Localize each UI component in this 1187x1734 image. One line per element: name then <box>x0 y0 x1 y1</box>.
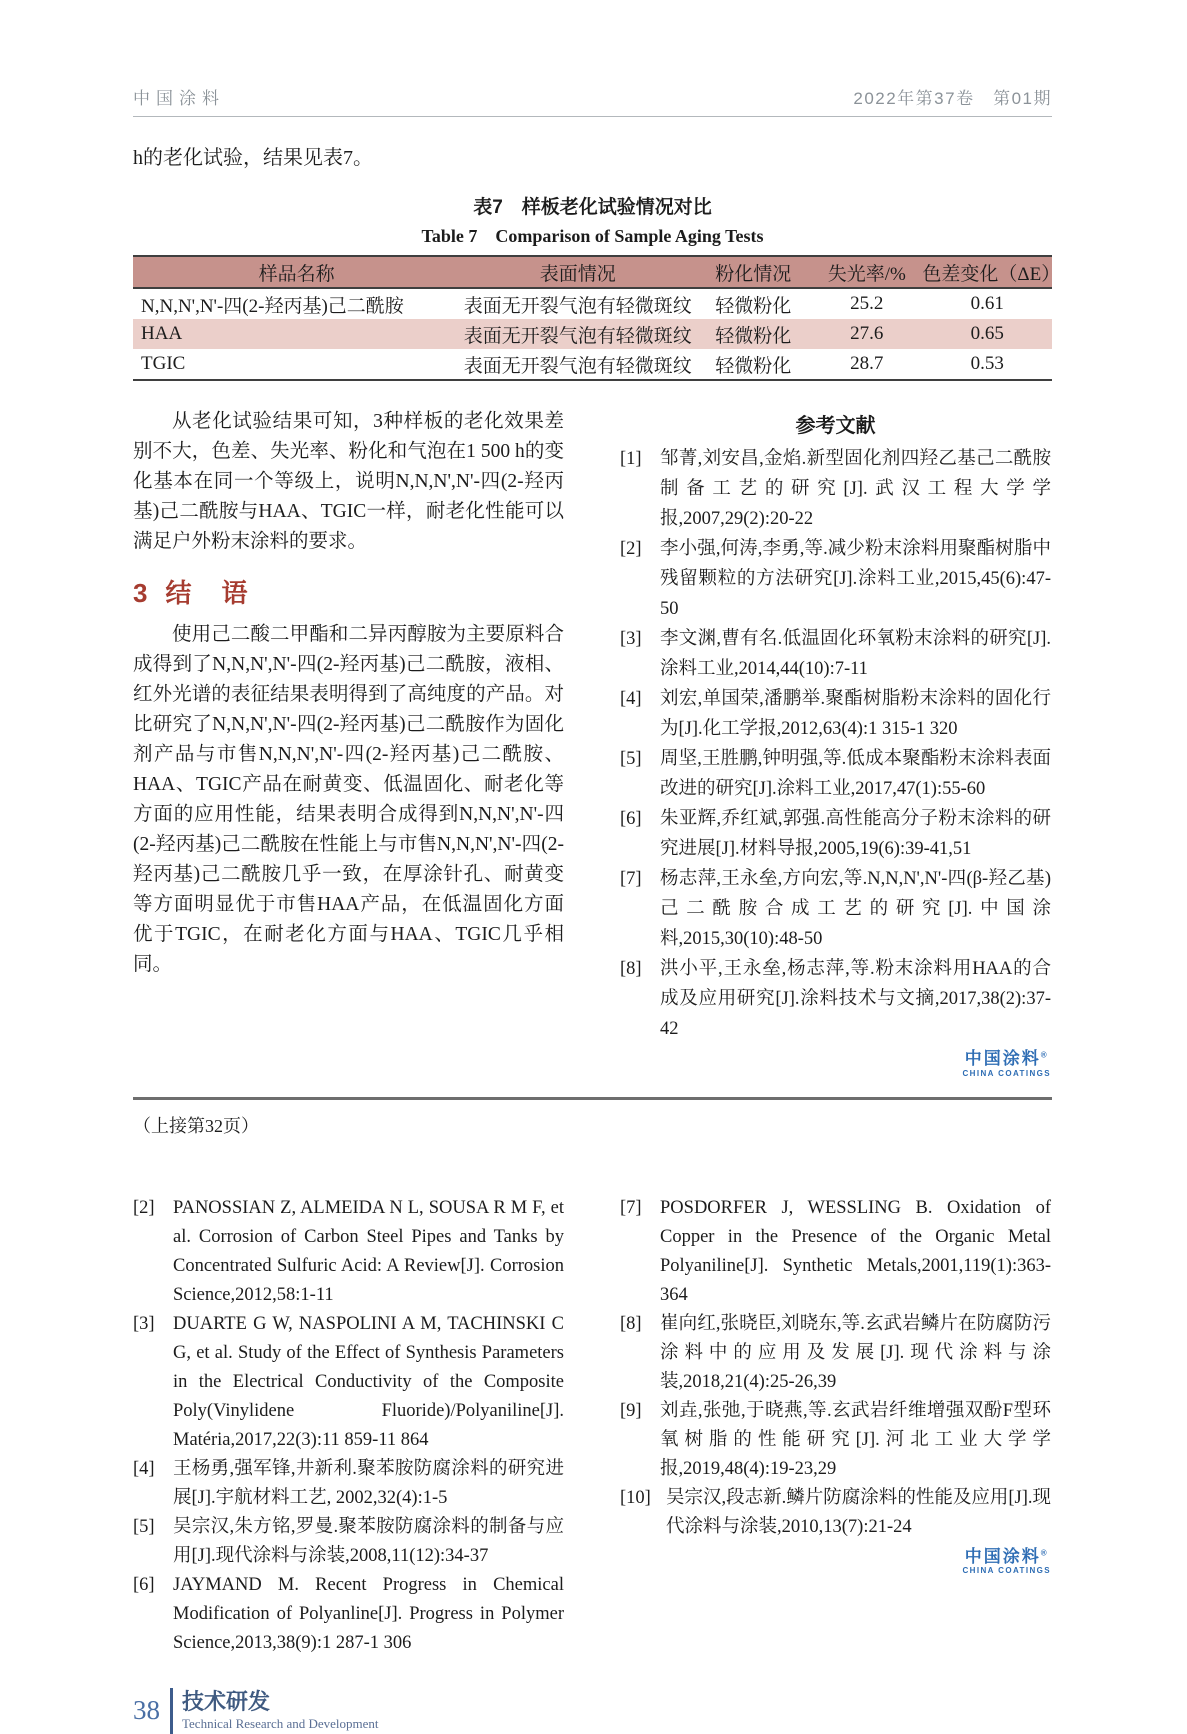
reference-label: [3] <box>133 1313 155 1334</box>
reference-text: 刘垚,张弛,于晓燕,等.玄武岩纤维增强双酚F型环氧树脂的性能研究[J].河北工业大学学报,2019,48(4):19-23,29 <box>660 1400 1051 1479</box>
reference-text: 王杨勇,强军锋,井新利.聚苯胺防腐涂料的研究进展[J].宇航材料工艺, 2002,32(4):1-5 <box>173 1458 564 1508</box>
reference-item <box>620 1194 1051 1310</box>
reference-text: 吴宗汉,段志新.鳞片防腐涂料的性能及应用[J].现代涂料与涂装,2010,13(7):21-24 <box>666 1487 1051 1537</box>
reference-text: 杨志萍,王永垒,方向宏,等.N,N,N',N'-四(β-羟乙基)己二酰胺合成工艺的研究[J].中国涂料,2015,30(10):48-50 <box>660 869 1051 949</box>
reference-item <box>620 624 1051 684</box>
reference-label: [2] <box>620 539 642 559</box>
reference-item <box>620 534 1051 624</box>
column-header-sample: 样品名称 <box>258 263 335 285</box>
reference-text: DUARTE G W, NASPOLINI A M, TACHINSKI C G, et al. Study of the Effect of Synthesis Parameters in the Electrical Conductivity of the Composite Poly(Vinylidene Fluoride)/Polyaniline[J]. Matéria,2017,22(3):11 859-11 864 <box>173 1313 564 1450</box>
column-header-chalking: 粉化情况 <box>715 263 792 285</box>
reference-item <box>620 684 1051 744</box>
table-row <box>133 288 1052 319</box>
cell-gloss-loss: 28.7 <box>850 353 884 374</box>
reference-label: [6] <box>133 1574 155 1595</box>
reference-item <box>133 1310 564 1455</box>
logo-text-en: CHINA COATINGS <box>962 1068 1051 1078</box>
section-3-heading <box>133 573 564 610</box>
page-footer <box>133 1688 1052 1734</box>
section-number: 3 <box>133 578 148 608</box>
publisher-logo-row <box>620 1548 1051 1579</box>
page-number: 38 <box>133 1695 160 1726</box>
reference-item <box>133 1455 564 1513</box>
upper-two-column-block <box>133 407 1052 1081</box>
lower-left-column <box>133 1194 564 1658</box>
reference-item <box>620 804 1051 864</box>
upper-right-column <box>620 407 1051 1081</box>
reference-label: [10] <box>620 1487 651 1508</box>
footer-section-en: Technical Research and Development <box>182 1716 379 1732</box>
reference-text: 朱亚辉,乔红斌,郭强.高性能高分子粉末涂料的研究进展[J].材料导报,2005,19(6):39-41,51 <box>660 809 1051 859</box>
cell-sample-name: TGIC <box>141 353 186 374</box>
publisher-logo-row <box>620 1050 1051 1081</box>
china-coatings-logo <box>963 1050 1052 1078</box>
section-divider-rule <box>133 1097 1052 1100</box>
reference-label: [1] <box>620 449 642 469</box>
journal-name: 中国涂料 <box>133 89 225 108</box>
cell-chalking: 轻微粉化 <box>715 295 792 317</box>
lower-right-column <box>620 1194 1051 1658</box>
reference-label: [4] <box>620 689 642 709</box>
table-row <box>133 319 1052 349</box>
reference-text: 洪小平,王永垒,杨志萍,等.粉末涂料用HAA的合成及应用研究[J].涂料技术与文摘,2017,38(2):37-42 <box>660 959 1051 1039</box>
cell-chalking: 轻微粉化 <box>715 355 792 377</box>
reference-text: JAYMAND M. Recent Progress in Chemical Modification of Polyanline[J]. Progress in Polymer Science,2013,38(9):1 287-1 306 <box>173 1574 564 1653</box>
footer-section-block <box>182 1689 379 1732</box>
registered-mark: ® <box>1040 1050 1049 1060</box>
footer-section-zh: 技术研发 <box>182 1689 271 1715</box>
reference-label: [7] <box>620 869 642 889</box>
cell-color-diff: 0.53 <box>970 353 1004 374</box>
table-caption-en: Table 7 Comparison of Sample Aging Tests <box>421 226 764 246</box>
reference-text: POSDORFER J, WESSLING B. Oxidation of Copper in the Presence of the Organic Metal Polyaniline[J]. Synthetic Metals,2001,119(1):363-364 <box>660 1197 1051 1305</box>
running-head <box>133 84 1052 117</box>
registered-mark: ® <box>1040 1548 1049 1558</box>
reference-item <box>133 1513 564 1571</box>
reference-text: 邹菁,刘安昌,金焰.新型固化剂四羟乙基己二酰胺制备工艺的研究[J].武汉工程大学学报,2007,29(2):20-22 <box>660 449 1051 529</box>
lower-two-column-block <box>133 1194 1052 1658</box>
reference-label: [6] <box>620 809 642 829</box>
section-title: 结 语 <box>165 578 250 608</box>
reference-text: PANOSSIAN Z, ALMEIDA N L, SOUSA R M F, et al. Corrosion of Carbon Steel Pipes and Tanks by Concentrated Sulfuric Acid: A Review[J]. Corrosion Science,2012,58:1-11 <box>173 1197 564 1305</box>
cell-color-diff: 0.65 <box>970 323 1004 344</box>
logo-text-zh: 中国涂料® <box>964 1049 1049 1068</box>
table-header-row <box>133 256 1052 288</box>
reference-text: 周坚,王胜鹏,钟明强,等.低成本聚酯粉末涂料表面改进的研究[J].涂料工业,2017,47(1):55-60 <box>660 749 1051 799</box>
column-header-gloss-loss: 失光率/% <box>827 263 906 285</box>
reference-label: [5] <box>620 749 642 769</box>
cell-surface: 表面无开裂气泡有轻微斑纹 <box>463 325 692 347</box>
logo-text-en: CHINA COATINGS <box>962 1566 1051 1576</box>
reference-label: [3] <box>620 629 642 649</box>
cell-sample-name: N,N,N',N'-四(2-羟丙基)己二酰胺 <box>141 295 404 317</box>
logo-text-zh: 中国涂料® <box>964 1546 1049 1566</box>
reference-item <box>620 1397 1051 1484</box>
cell-sample-name: HAA <box>141 323 183 344</box>
reference-text: 李小强,何涛,李勇,等.减少粉末涂料用聚酯树脂中残留颗粒的方法研究[J].涂料工业,2015,45(6):47-50 <box>660 539 1051 619</box>
reference-label: [7] <box>620 1197 642 1218</box>
reference-text: 李文渊,曹有名.低温固化环氧粉末涂料的研究[J].涂料工业,2014,44(10):7-11 <box>660 629 1051 679</box>
cell-surface: 表面无开裂气泡有轻微斑纹 <box>463 295 692 317</box>
upper-left-column <box>133 407 564 1081</box>
issue-info: 2022年第37卷 第01期 <box>853 89 1052 108</box>
reference-label: [2] <box>133 1197 155 1218</box>
cell-gloss-loss: 27.6 <box>850 323 884 344</box>
aging-test-table <box>133 255 1061 381</box>
table-row <box>133 349 1052 380</box>
reference-item <box>620 864 1051 954</box>
reference-item <box>620 444 1051 534</box>
cell-color-diff: 0.61 <box>970 293 1004 314</box>
column-header-surface: 表面情况 <box>539 263 616 285</box>
aging-result-paragraph: 从老化试验结果可知，3种样板的老化效果差别不大，色差、失光率、粉化和气泡在1 500 h的变化基本在同一个等级上，说明N,N,N',N'-四(2-羟丙基)己二酰胺与HAA、TGIC一样，耐老化性能可以满足户外粉末涂料的要求。 <box>133 411 564 552</box>
reference-item <box>133 1194 564 1310</box>
reference-text: 崔向红,张晓臣,刘晓东,等.玄武岩鳞片在防腐防污涂料中的应用及发展[J].现代涂料与涂装,2018,21(4):25-26,39 <box>660 1313 1051 1392</box>
references-heading: 参考文献 <box>795 415 876 437</box>
intro-sentence: h的老化试验，结果见表7。 <box>133 147 373 169</box>
reference-text: 刘宏,单国荣,潘鹏举.聚酯树脂粉末涂料的固化行为[J].化工学报,2012,63(4):1 315-1 320 <box>660 689 1051 739</box>
column-header-color-diff: 色差变化（ΔE） <box>922 263 1061 285</box>
reference-item <box>133 1571 564 1658</box>
reference-item <box>620 1310 1051 1397</box>
reference-label: [8] <box>620 1313 642 1334</box>
cell-surface: 表面无开裂气泡有轻微斑纹 <box>463 355 692 377</box>
reference-label: [9] <box>620 1400 642 1421</box>
reference-label: [5] <box>133 1516 155 1537</box>
china-coatings-logo <box>963 1548 1052 1576</box>
cell-gloss-loss: 25.2 <box>850 293 884 314</box>
reference-item <box>620 954 1051 1044</box>
conclusion-paragraph: 使用己二酸二甲酯和二异丙醇胺为主要原料合成得到了N,N,N',N'-四(2-羟丙基)己二酰胺，液相、红外光谱的表征结果表明得到了高纯度的产品。对比研究了N,N,N',N'-四(2-羟丙基)己二酰胺作为固化剂产品与市售N,N,N',N'-四(2-羟丙基)己二酰胺、HAA、TGIC产品在耐黄变、低温固化、耐老化等方面的应用性能，结果表明合成得到N,N,N',N'-四(2-羟丙基)己二酰胺在性能上与市售N,N,N',N'-四(2-羟丙基)己二酰胺几乎一致，在厚涂针孔、耐黄变等方面明显优于市售HAA产品，在低温固化方面优于TGIC，在耐老化方面与HAA、TGIC几乎相同。 <box>133 624 564 975</box>
reference-text: 吴宗汉,朱方铭,罗曼.聚苯胺防腐涂料的制备与应用[J].现代涂料与涂装,2008,11(12):34-37 <box>173 1516 564 1566</box>
reference-item <box>620 1484 1051 1542</box>
table-caption-zh: 表7 样板老化试验情况对比 <box>473 197 712 218</box>
continuation-note: （上接第32页） <box>133 1115 259 1136</box>
reference-item <box>620 744 1051 804</box>
reference-label: [4] <box>133 1458 155 1479</box>
footer-divider-bar <box>170 1688 173 1734</box>
cell-chalking: 轻微粉化 <box>715 325 792 347</box>
reference-label: [8] <box>620 959 642 979</box>
